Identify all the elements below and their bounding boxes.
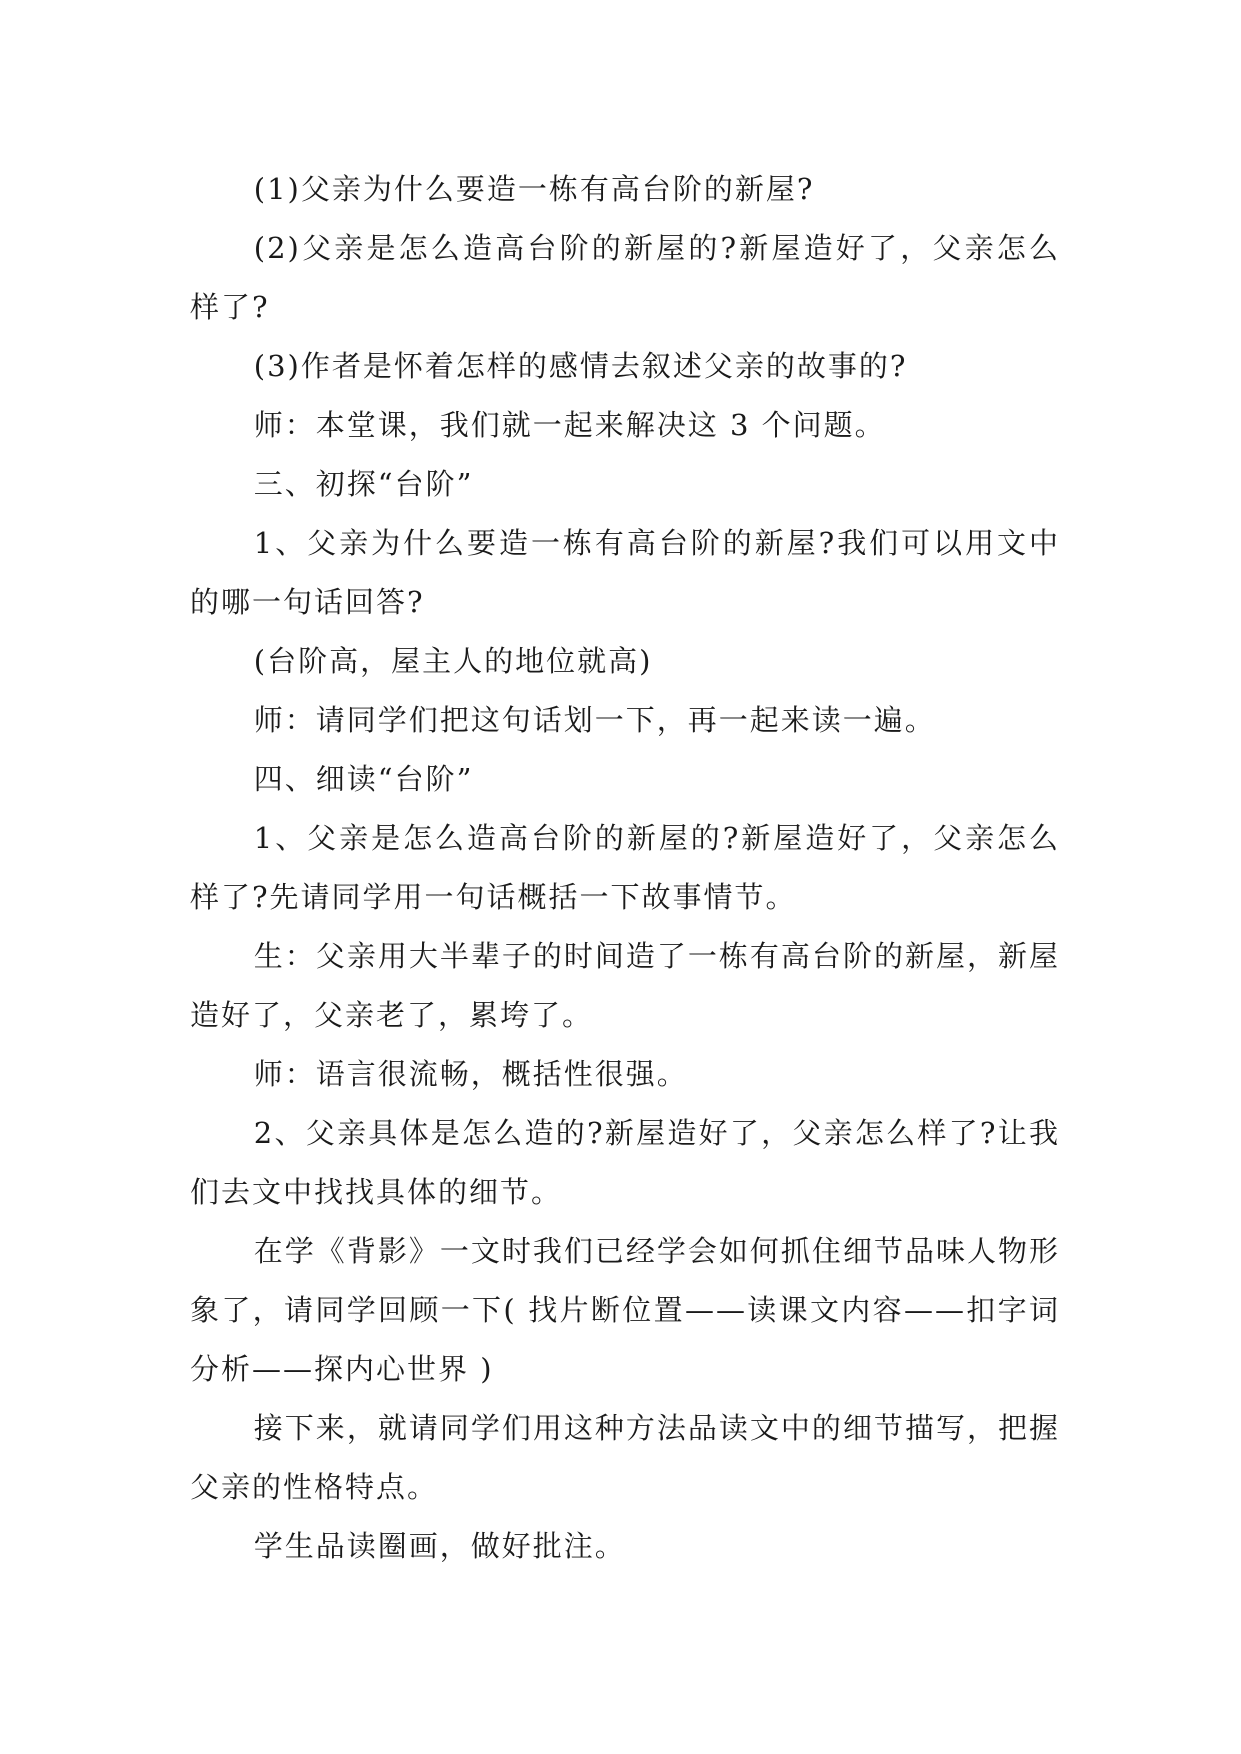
answer-note: (台阶高，屋主人的地位就高) — [253, 644, 653, 678]
question-3: (3)作者是怀着怎样的感情去叙述父亲的故事的? — [253, 349, 908, 383]
section-4-item-2: 2、父亲具体是怎么造的?新屋造好了，父亲怎么样了?让我们去文中找找具体的细节。 — [190, 1116, 1060, 1209]
teacher-line-3: 师：语言很流畅，概括性很强。 — [253, 1057, 688, 1091]
section-heading-3: 三、初探“台阶” — [253, 467, 474, 501]
instruction-line: 接下来，就请同学们用这种方法品读文中的细节描写，把握父亲的性格特点。 — [190, 1411, 1060, 1504]
section-4-item-1: 1、父亲是怎么造高台阶的新屋的?新屋造好了，父亲怎么样了?先请同学用一句话概括一下故事情节。 — [190, 821, 1060, 914]
document-body — [190, 160, 1060, 1576]
activity-line: 学生品读圈画，做好批注。 — [253, 1529, 626, 1563]
teacher-line-2: 师：请同学们把这句话划一下，再一起来读一遍。 — [253, 703, 936, 737]
method-review: 在学《背影》一文时我们已经学会如何抓住细节品味人物形象了，请同学回顾一下( 找片断位置——读课文内容——扣字词分析——探内心世界 ) — [190, 1234, 1060, 1386]
section-heading-4: 四、细读“台阶” — [253, 762, 474, 796]
section-3-item-1: 1、父亲为什么要造一栋有高台阶的新屋?我们可以用文中的哪一句话回答? — [190, 526, 1060, 619]
question-1: (1)父亲为什么要造一栋有高台阶的新屋? — [253, 172, 815, 206]
student-line: 生：父亲用大半辈子的时间造了一栋有高台阶的新屋，新屋造好了，父亲老了，累垮了。 — [190, 939, 1060, 1032]
question-2: (2)父亲是怎么造高台阶的新屋的?新屋造好了，父亲怎么样了? — [190, 231, 1060, 324]
teacher-line-1: 师：本堂课，我们就一起来解决这 3 个问题。 — [253, 408, 886, 442]
